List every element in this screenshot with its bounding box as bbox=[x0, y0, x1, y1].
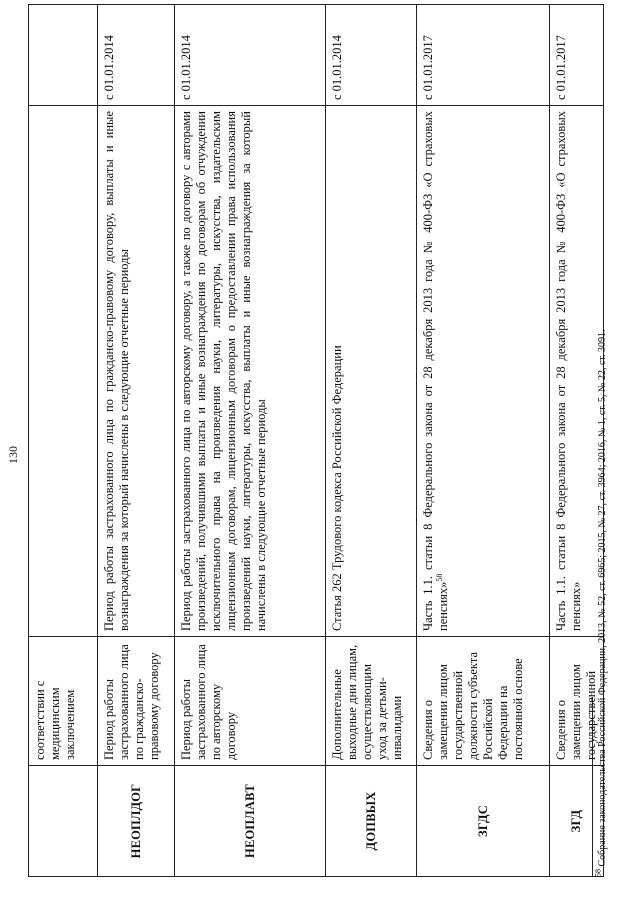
code-cell bbox=[29, 766, 98, 877]
name-cell: Период работы застрахованного лица по авторскому договору bbox=[175, 637, 326, 766]
table-row bbox=[175, 5, 326, 877]
date-cell: с 01.01.2014 bbox=[175, 5, 326, 106]
table-row bbox=[550, 5, 604, 877]
basis-cell bbox=[29, 106, 98, 637]
footnote bbox=[593, 15, 609, 877]
name-cell: Дополнительные выходные дни лицам, осуществляющим уход за детьми-инвалидами bbox=[326, 637, 417, 766]
basis-cell: Период работы застрахованного лица по гражданско-правовому договору, выплаты и иные вознаграждения за который начислены в следующие отчетные периоды bbox=[98, 106, 175, 637]
footnote-divider bbox=[592, 697, 593, 877]
date-cell: с 01.01.2014 bbox=[98, 5, 175, 106]
footnote-reference: 58 bbox=[434, 573, 444, 582]
date-cell: с 01.01.2014 bbox=[326, 5, 417, 106]
name-cell: Сведения о замещении лицом государственной bbox=[550, 637, 604, 766]
document-sheet bbox=[28, 15, 598, 877]
code-cell: ЗГДС bbox=[417, 766, 550, 877]
footnote-marker: 58 bbox=[593, 869, 603, 877]
date-cell: с 01.01.2017 bbox=[417, 5, 550, 106]
table-row bbox=[98, 5, 175, 877]
basis-cell: Период работы застрахованного лица по авторскому договору, а также по договору с авторами произведений, получившими выплаты и иные вознаграждения по договорам об отчуждении исключительного права на произведения науки, литературы, искусства, издательским лицензионным договорам, лицензионным договорам о предоставлении права использования произведений науки, литературы, искусства, выплаты и иные вознаграждения за который начислены в следующие отчетные периоды bbox=[175, 106, 326, 637]
code-cell: НЕОПЛАВТ bbox=[175, 766, 326, 877]
name-cell: Сведения о замещении лицом государственной должности субъекта Российской Федерации на постоянной основе bbox=[417, 637, 550, 766]
basis-text: Часть 1.1. статьи 8 Федерального закона от 28 декабря 2013 года № 400-ФЗ «О страховых пенсиях» bbox=[421, 111, 450, 631]
basis-cell: Часть 1.1. статьи 8 Федерального закона от 28 декабря 2013 года № 400-ФЗ «О страховых пенсиях» bbox=[550, 106, 604, 637]
table-row bbox=[29, 5, 98, 877]
code-cell: ДОПВЫХ bbox=[326, 766, 417, 877]
footnote-text: Собрание законодательства Российской Федерации, 2013, № 52, ст. 6965; 2015, № 27, ст. 3964; 2016, № 1, ст. 5, № 22, ст. 3091. bbox=[597, 329, 608, 869]
table-row bbox=[326, 5, 417, 877]
page-number: 130 bbox=[6, 446, 20, 464]
name-cell: соответствии с медицинским заключением bbox=[29, 637, 98, 766]
basis-cell bbox=[417, 106, 550, 637]
date-cell bbox=[29, 5, 98, 106]
code-cell: ЗГД bbox=[550, 766, 604, 877]
code-cell: НЕОПЛДОГ bbox=[98, 766, 175, 877]
codes-table bbox=[28, 4, 604, 877]
table-row bbox=[417, 5, 550, 877]
name-cell: Период работы застрахованного лица по гражданско-правовому договору bbox=[98, 637, 175, 766]
basis-cell: Статья 262 Трудового кодекса Российской Федерации bbox=[326, 106, 417, 637]
date-cell: с 01.01.2017 bbox=[550, 5, 604, 106]
